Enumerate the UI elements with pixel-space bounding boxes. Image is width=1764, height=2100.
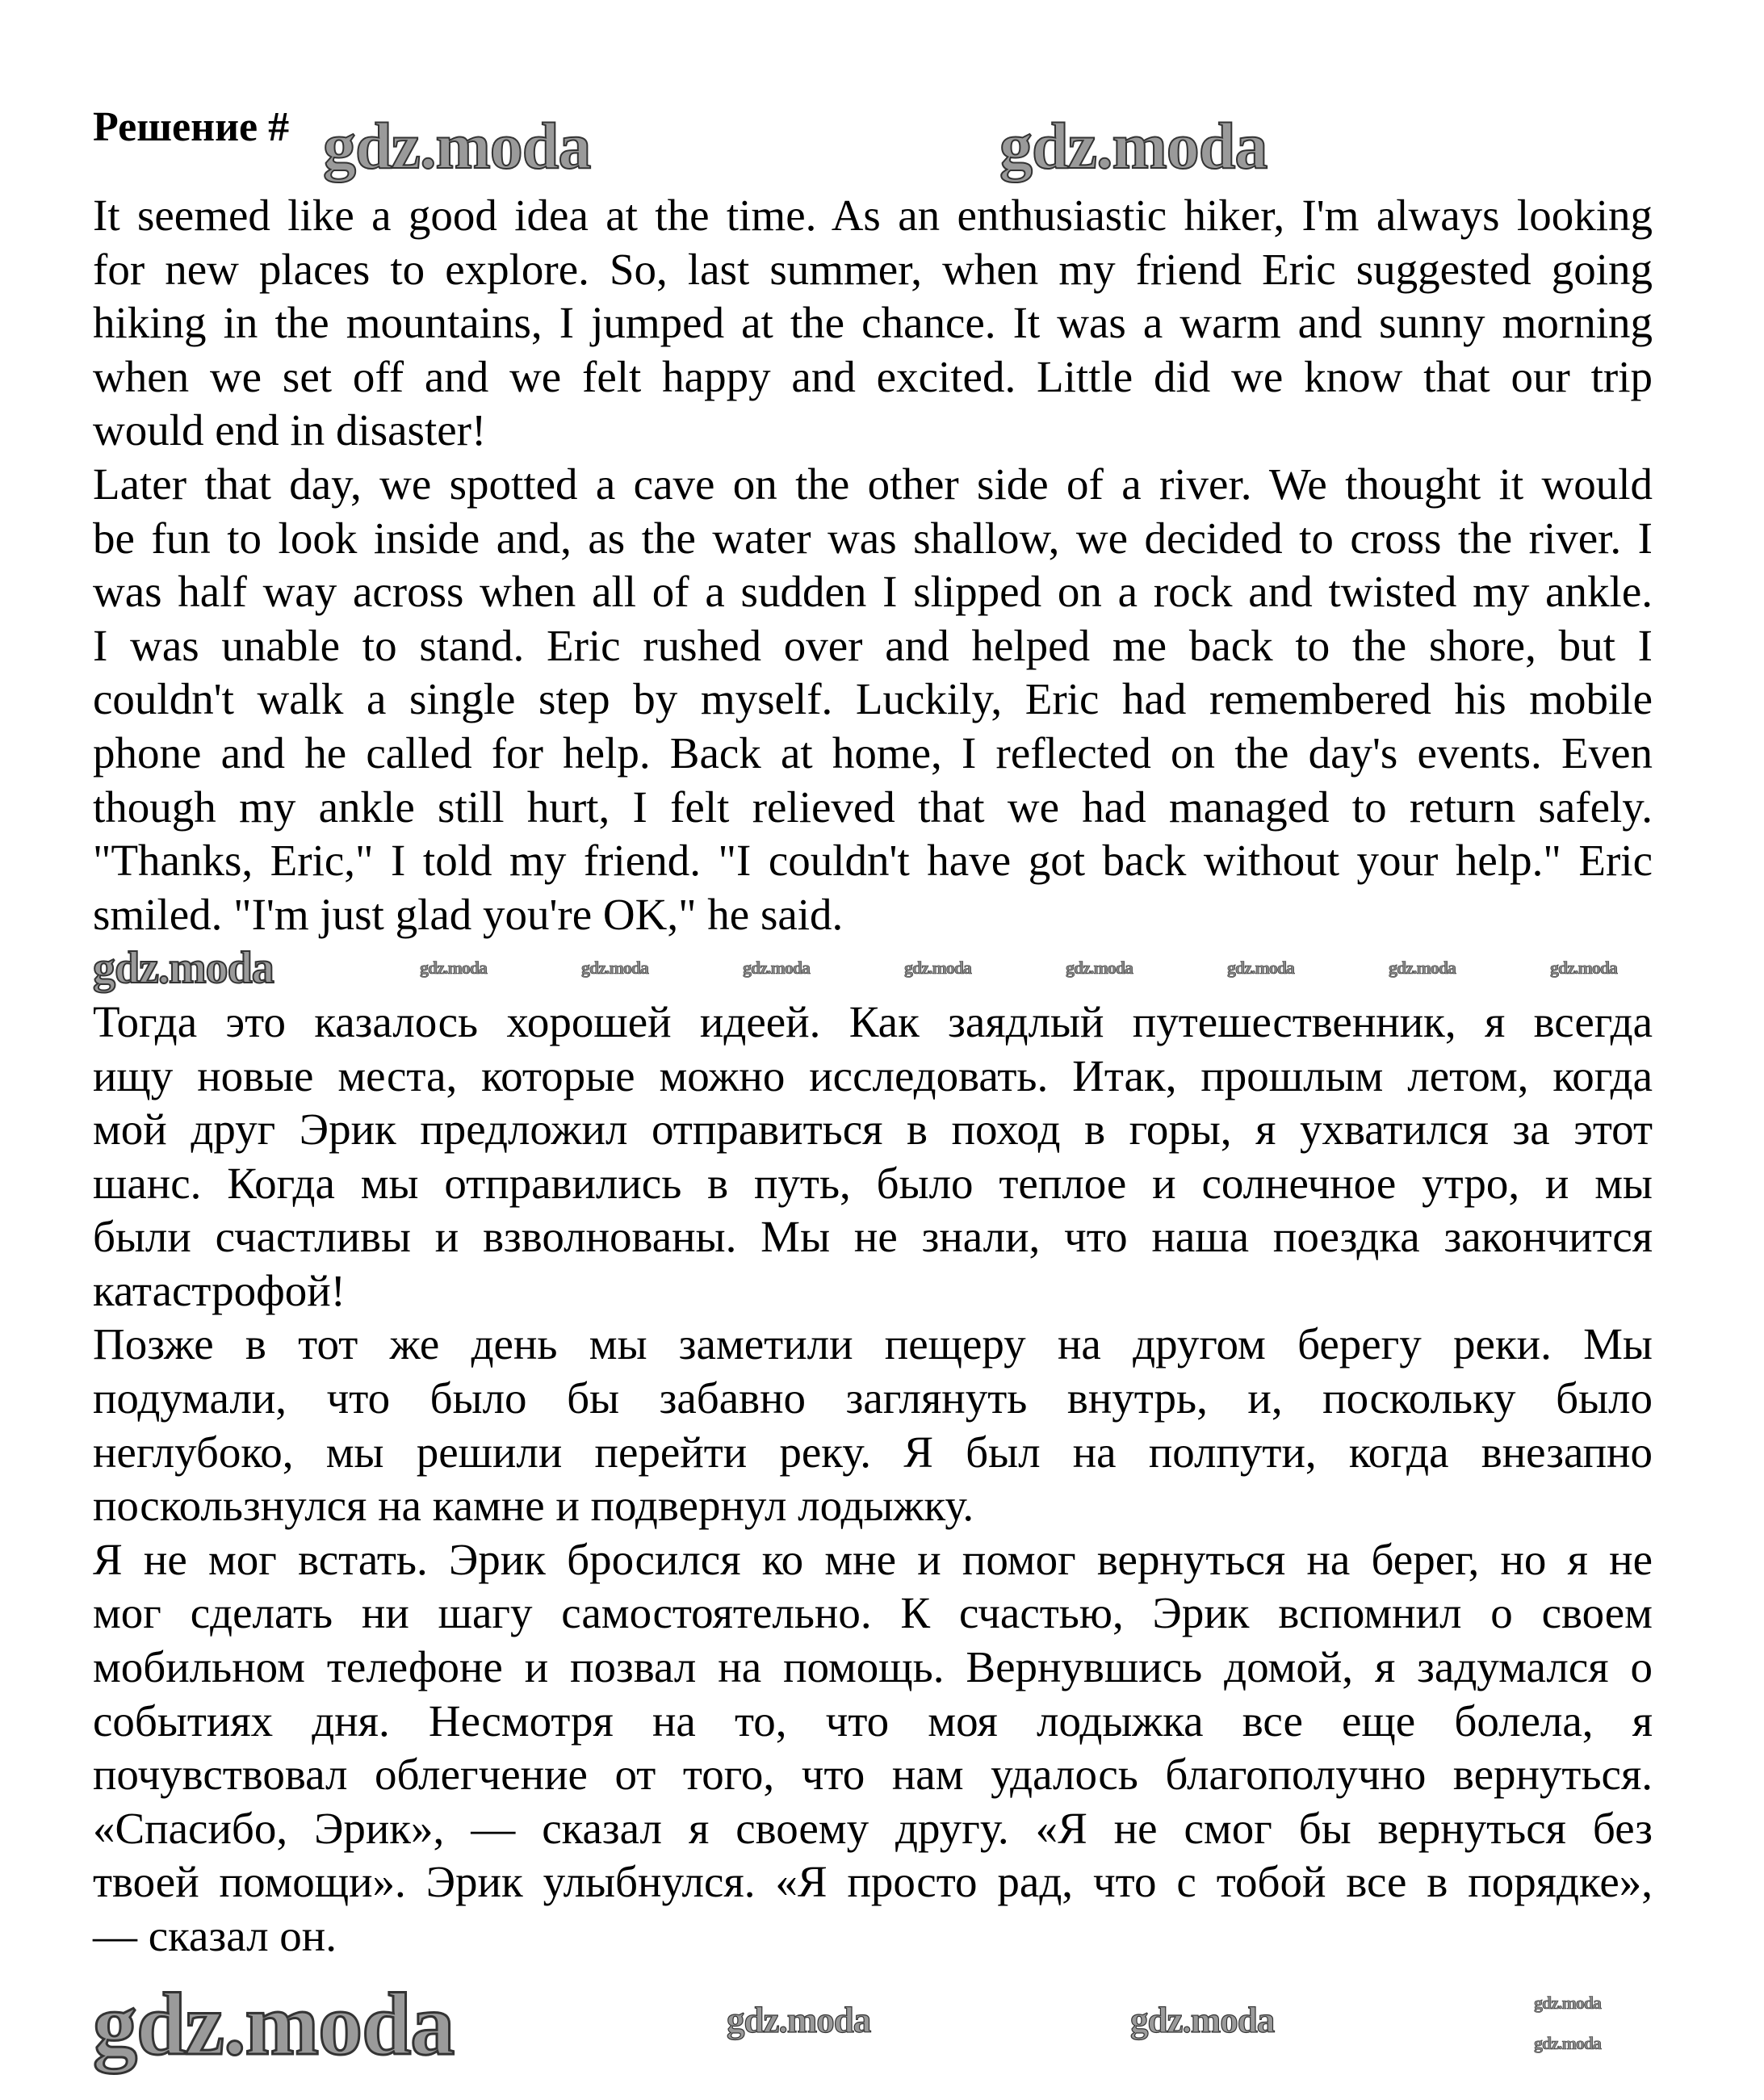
russian-paragraph-line: катастрофой!	[93, 1265, 346, 1315]
watermark-logo: gdz.moda	[727, 2000, 871, 2040]
russian-paragraph-line: поскользнулся на камне и подвернул лодыжку.	[93, 1481, 974, 1531]
english-paragraph-line: Later that day, we spotted a cave on the other side of a river. We thought it would	[93, 459, 1653, 509]
watermark-small: gdz.moda	[1227, 958, 1295, 978]
watermark-logo: gdz.moda	[93, 943, 274, 993]
russian-paragraph-line: — сказал он.	[93, 1911, 337, 1960]
russian-paragraph-line: ищу новые места, которые можно исследовать. Итак, прошлым летом, когда	[93, 1050, 1653, 1100]
watermark-small: gdz.moda	[904, 958, 972, 978]
watermark-small: gdz.moda	[420, 958, 488, 978]
english-paragraph-line: hiking in the mountains, I jumped at the chance. It was a warm and sunny morning	[93, 298, 1653, 348]
russian-paragraph-line: шанс. Когда мы отправились в путь, было теплое и солнечное утро, и мы	[93, 1158, 1653, 1208]
english-paragraph-line: phone and he called for help. Back at home, I reflected on the day's events. Even	[93, 727, 1653, 778]
english-paragraph-line: for new places to explore. So, last summer, when my friend Eric suggested going	[93, 244, 1653, 294]
english-paragraph-line: couldn't walk a single step by myself. Luckily, Eric had remembered his mobile	[93, 674, 1653, 724]
watermark-small: gdz.moda	[1389, 958, 1456, 978]
english-paragraph-line: smiled. "I'm just glad you're OK," he said.	[93, 889, 844, 939]
english-paragraph-line: though my ankle still hurt, I felt relieved that we had managed to return safely.	[93, 782, 1653, 832]
english-paragraph-line: It seemed like a good idea at the time. As an enthusiastic hiker, I'm always looking	[93, 191, 1653, 240]
watermark-logo: gdz.moda	[93, 1975, 455, 2073]
watermark-logo: gdz.moda	[1130, 2000, 1275, 2040]
russian-paragraph-line: мой друг Эрик предложил отправиться в поход в горы, я ухватился за этот	[93, 1104, 1653, 1155]
watermark-small: gdz.moda	[1550, 958, 1618, 978]
russian-paragraph-line: Я не мог встать. Эрик бросился ко мне и помог вернуться на берег, но я не	[93, 1534, 1653, 1584]
english-paragraph-line: would end in disaster!	[93, 405, 487, 455]
solution-text	[93, 189, 1653, 1964]
watermark-small: gdz.moda	[581, 958, 649, 978]
watermark-logo: gdz.moda	[999, 109, 1267, 182]
english-paragraph-line: be fun to look inside and, as the water was shallow, we decided to cross the river. I	[93, 513, 1653, 563]
russian-paragraph-line: были счастливы и взволнованы. Мы не знали, что наша поездка закончится	[93, 1212, 1653, 1262]
english-paragraph-line: when we set off and we felt happy and excited. Little did we know that our trip	[93, 351, 1653, 401]
watermark-logo: gdz.moda	[323, 109, 591, 182]
watermark-small: gdz.moda	[743, 958, 811, 978]
russian-paragraph-line: почувствовал облегчение от того, что нам удалось благополучно вернуться.	[93, 1750, 1653, 1800]
english-paragraph-line: was half way across when all of a sudden I slipped on a rock and twisted my ankle.	[93, 567, 1653, 617]
watermark-small: gdz.moda	[1066, 958, 1133, 978]
russian-paragraph-line: Позже в тот же день мы заметили пещеру на другом берегу реки. Мы	[93, 1319, 1653, 1369]
russian-paragraph-line: твоей помощи». Эрик улыбнулся. «Я просто рад, что с тобой все в порядке»,	[93, 1857, 1653, 1907]
russian-paragraph-line: Тогда это казалось хорошей идеей. Как заядлый путешественник, я всегда	[93, 996, 1653, 1046]
russian-paragraph-line: «Спасибо, Эрик», — сказал я своему другу. «Я не смог бы вернуться без	[93, 1803, 1653, 1853]
russian-paragraph-line: мобильном телефоне и позвал на помощь. Вернувшись домой, я задумался о	[93, 1642, 1653, 1692]
english-paragraph-line: I was unable to stand. Eric rushed over and helped me back to the shore, but I	[93, 620, 1653, 670]
russian-paragraph-line: неглубоко, мы решили перейти реку. Я был на полпути, когда внезапно	[93, 1427, 1653, 1477]
watermark-small: gdz.moda	[1534, 1993, 1602, 2013]
watermark-small: gdz.moda	[1534, 2033, 1602, 2053]
russian-paragraph-line: мог сделать ни шагу самостоятельно. К счастью, Эрик вспомнил о своем	[93, 1588, 1653, 1638]
english-paragraph-line: "Thanks, Eric," I told my friend. "I couldn't have got back without your help." Eric	[93, 836, 1653, 886]
russian-paragraph-line: подумали, что было бы забавно заглянуть внутрь, и, поскольку было	[93, 1373, 1653, 1423]
russian-paragraph-line: событиях дня. Несмотря на то, что моя лодыжка все еще болела, я	[93, 1696, 1653, 1746]
solution-heading: Решение #	[93, 104, 290, 150]
